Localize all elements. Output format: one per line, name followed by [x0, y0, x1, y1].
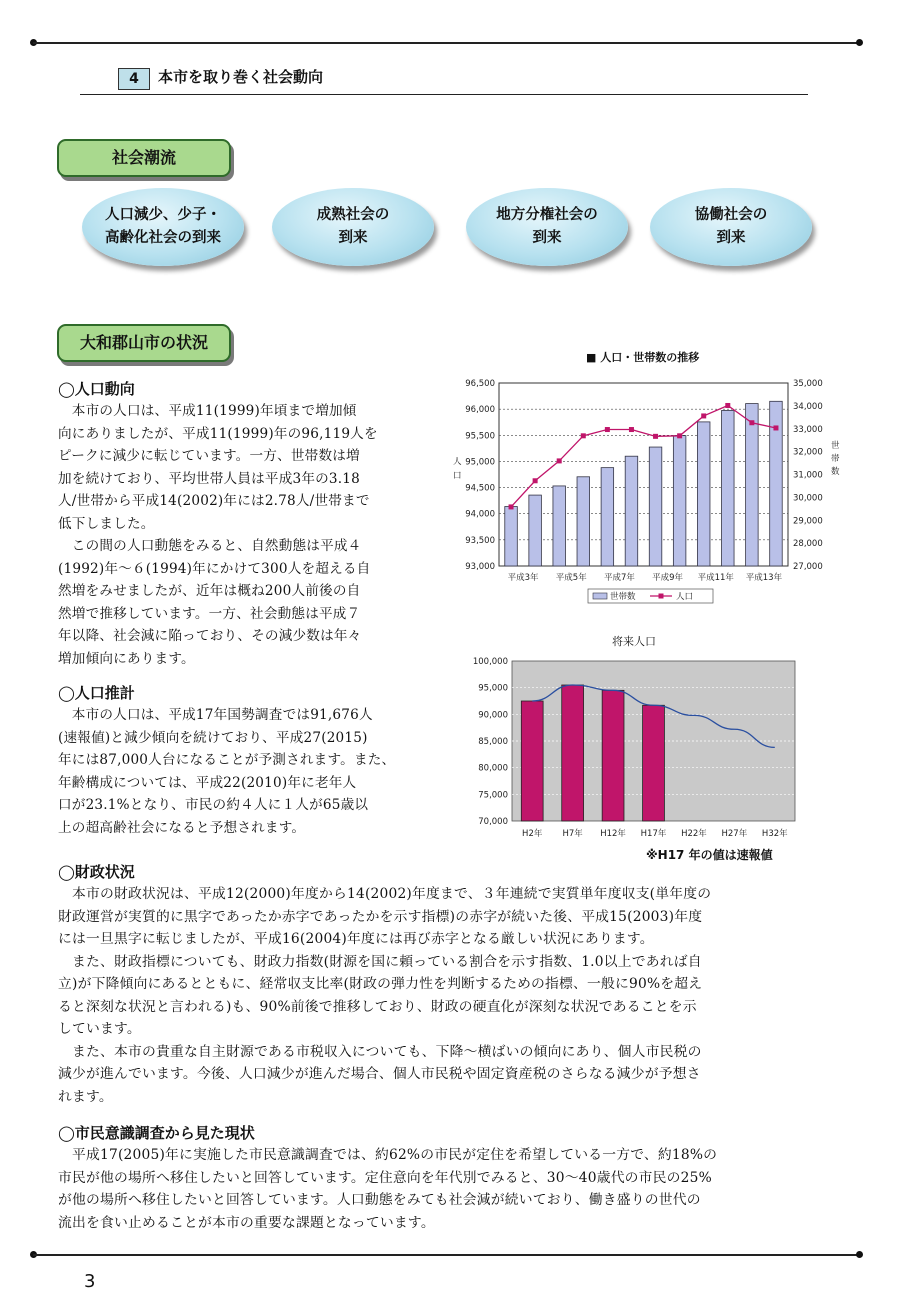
- chart1-y-axis-label: [453, 456, 462, 481]
- chart1-y2-tick-label: 27,000: [793, 562, 823, 572]
- chart1-x-tick-label: 平成11年: [697, 573, 734, 583]
- trend-oval-depopulation: 人口減少、少子・ 高齢化社会の到来: [82, 188, 244, 266]
- chart2-y-tick-label: 75,000: [478, 790, 508, 801]
- chart1-household-bar: [697, 422, 710, 566]
- chart1-x-tick-label: 平成13年: [745, 573, 783, 583]
- chart1-y2-tick-label: 34,000: [793, 401, 823, 412]
- chart1-household-bar: [577, 477, 590, 566]
- chart1-y2-axis-label-char: 帯: [831, 454, 840, 464]
- trend-oval-decentralization: 地方分権社会の 到来: [466, 188, 628, 266]
- future-population-chart: [445, 650, 855, 850]
- population-body: 本市の人口は、平成11(1999)年頃まで増加傾 向にありましたが、平成11(1999)年の96,119人を ピークに減少に転じています。一方、世帯数は増 加を続けており、平均世帯人員は平成3年の3.18 人/世帯から平成14(2002)年には2.78人/世帯まで 低下しました。 この間の人口動態をみると、自然動態は平成４ (1992)年～６(1994)年にかけて300人を超える自 然増をみせましたが、近年は概ね200人前後の自 然増で推移しています。一方、社会動態は平成７ 年以降、社会減に陥っており、その減少数は年々 増加傾向にあります。: [58, 403, 378, 667]
- chart1-legend-swatch-household: [593, 593, 607, 599]
- chart1-population-point: [629, 427, 634, 432]
- chart2-x-tick-label: H12年: [600, 829, 626, 839]
- chart2-x-tick-label: H22年: [681, 829, 707, 839]
- chart1-household-bar: [625, 456, 638, 566]
- bottom-rule: [33, 1254, 859, 1256]
- chart1-y2-tick-label: 32,000: [793, 447, 823, 458]
- chart2-bar: [521, 701, 543, 821]
- top-rule: [33, 42, 859, 44]
- chart2-y-tick-label: 80,000: [478, 763, 508, 774]
- chart1-y2-axis-label-char: 数: [831, 467, 840, 477]
- chart1-population-point: [653, 434, 658, 439]
- section-number: 4: [118, 68, 150, 90]
- chart1-y2-tick-label: 35,000: [793, 379, 823, 389]
- chart1-y2-tick-label: 28,000: [793, 539, 823, 550]
- chart2-note: ※H17 年の値は速報値: [646, 848, 773, 862]
- chart1-household-bar: [553, 486, 566, 566]
- chart1-y-tick-label: 96,500: [465, 379, 495, 389]
- chart1-legend-label-population: 人口: [676, 592, 694, 602]
- chart1-legend-label-household: 世帯数: [610, 592, 636, 602]
- chart2-y-tick-label: 70,000: [478, 817, 508, 827]
- chart1-population-point: [509, 504, 514, 509]
- chart2-title: 将来人口: [612, 635, 656, 648]
- chart1-household-bar: [673, 436, 686, 566]
- bottom-rule-dot-right: [856, 1251, 863, 1258]
- chart1-y-tick-label: 95,500: [465, 431, 495, 442]
- survey-body: 平成17(2005)年に実施した市民意識調査では、約62%の市民が定住を希望している一方で、約18%の 市民が他の場所へ移住したいと回答しています。定住意向を年代別でみると、30～40歳代の市民の25% が他の場所へ移住したいと回答しています。人口動態をみても社会減が続いており、働き盛りの世代の 流出を食い止めることが本市の重要な課題となっています。: [58, 1147, 718, 1231]
- chart1-y2-axis-label-char: 世: [831, 441, 840, 451]
- chart1-population-point: [701, 413, 706, 418]
- chart2-x-tick-label: H17年: [640, 829, 667, 839]
- chart2-bar: [562, 685, 584, 821]
- finance-body: 本市の財政状況は、平成12(2000)年度から14(2002)年度まで、３年連続で実質単年度収支(単年度の 財政運営が実質的に黒字であったか赤字であったかを示す指標)の赤字が続いた後、平成15(2003)年度 には一旦黒字に転じましたが、平成16(2004)年度には再び赤字となる厳しい状況にあります。 また、財政指標についても、財政力指数(財源を国に頼っている割合を示す指数、1.0以上であれば自 立)が下降傾向にあるとともに、経常収支比率(財政の弾力性を判断するための指標、一般に90%を超え ると深刻な状況と言われる)も、90%前後で推移しており、財政の硬直化が深刻な状況であることを示 しています。 また、本市の貴重な自主財源である市税収入についても、下降～横ばいの傾向にあり、個人市民税の 減少が進んでいます。今後、人口減少が進んだ場合、個人市民税や固定資産税のさらなる減少が予想さ れます。: [58, 886, 712, 1105]
- chart2-y-tick-label: 95,000: [478, 683, 508, 694]
- chart1-y2-axis-label: [831, 440, 840, 477]
- chart1-household-bar: [746, 404, 759, 566]
- chart1-y2-tick-label: 31,000: [793, 470, 823, 481]
- chart1-household-bar: [601, 468, 614, 566]
- chart2-y-tick-label: 100,000: [472, 657, 508, 667]
- chart1-y-tick-label: 96,000: [465, 405, 495, 416]
- trend-oval-mature-society: 成熟社会の 到来: [272, 188, 434, 266]
- page-number: 3: [84, 1271, 96, 1292]
- chart1-household-bar: [529, 495, 542, 566]
- projection-heading: ◯人口推計: [58, 684, 135, 702]
- chart1-x-tick-label: 平成5年: [555, 573, 587, 583]
- chart1-legend-swatch-population-point: [659, 594, 664, 599]
- chart1-population-point: [773, 425, 778, 430]
- chart1-y2-tick-label: 29,000: [793, 516, 823, 527]
- chart1-y-tick-label: 94,500: [465, 483, 495, 494]
- chart1-population-point: [725, 403, 730, 408]
- chart2-x-tick-label: H32年: [761, 829, 788, 839]
- chart1-population-point: [605, 427, 610, 432]
- chart2-y-tick-label: 90,000: [478, 710, 508, 721]
- chart2-x-tick-label: H2年: [522, 829, 543, 839]
- chart1-y-axis-label-char: 人: [453, 457, 462, 467]
- chart2-bar: [643, 705, 665, 821]
- chart1-x-tick-label: 平成9年: [652, 573, 684, 583]
- chart2-x-tick-label: H27年: [721, 829, 748, 839]
- chart1-title: ■ 人口・世帯数の推移: [586, 351, 700, 364]
- projection-body: 本市の人口は、平成17年国勢調査では91,676人 (速報値)と減少傾向を続けており、平成27(2015) 年には87,000人台になることが予測されます。また、 年齢構成については、平成22(2010)年に老年人 口が23.1%となり、市民の約４人に１人が65歳以 上の超高齢社会になると予想されます。: [58, 707, 396, 836]
- chart2-x-tick-label: H7年: [562, 829, 583, 839]
- population-heading: ◯人口動向: [58, 380, 135, 398]
- trend-oval-collaboration: 協働社会の 到来: [650, 188, 812, 266]
- population-household-chart: [445, 366, 855, 646]
- chart1-y2-tick-label: 30,000: [793, 493, 823, 504]
- finance-heading: ◯財政状況: [58, 863, 135, 881]
- chart1-y-tick-label: 93,500: [465, 535, 495, 546]
- chart1-x-tick-label: 平成7年: [603, 573, 635, 583]
- chart1-y2-tick-label: 33,000: [793, 424, 823, 435]
- chart1-y-tick-label: 95,000: [465, 457, 495, 468]
- chart2-bar: [602, 690, 624, 821]
- chart1-household-bar: [505, 507, 518, 566]
- chart1-y-tick-label: 94,000: [465, 509, 495, 520]
- chart1-y-tick-label: 93,000: [465, 562, 495, 572]
- chart1-y-axis-label-char: 口: [453, 471, 462, 481]
- trends-heading: 社会潮流: [57, 139, 231, 177]
- top-rule-dot-right: [856, 39, 863, 46]
- chart1-population-point: [677, 433, 682, 438]
- chart1-population-point: [557, 458, 562, 463]
- chart1-x-tick-label: 平成3年: [507, 573, 539, 583]
- chart1-population-point: [533, 478, 538, 483]
- chart2-y-tick-label: 85,000: [478, 737, 508, 747]
- survey-heading: ◯市民意識調査から見た現状: [58, 1124, 255, 1142]
- status-heading: 大和郡山市の状況: [57, 324, 231, 362]
- section-title: 本市を取り巻く社会動向: [158, 68, 324, 86]
- chart1-household-bar: [722, 410, 735, 566]
- chart1-population-point: [581, 433, 586, 438]
- section-underline: [80, 94, 808, 95]
- chart1-population-point: [749, 420, 754, 425]
- chart1-household-bar: [649, 447, 662, 566]
